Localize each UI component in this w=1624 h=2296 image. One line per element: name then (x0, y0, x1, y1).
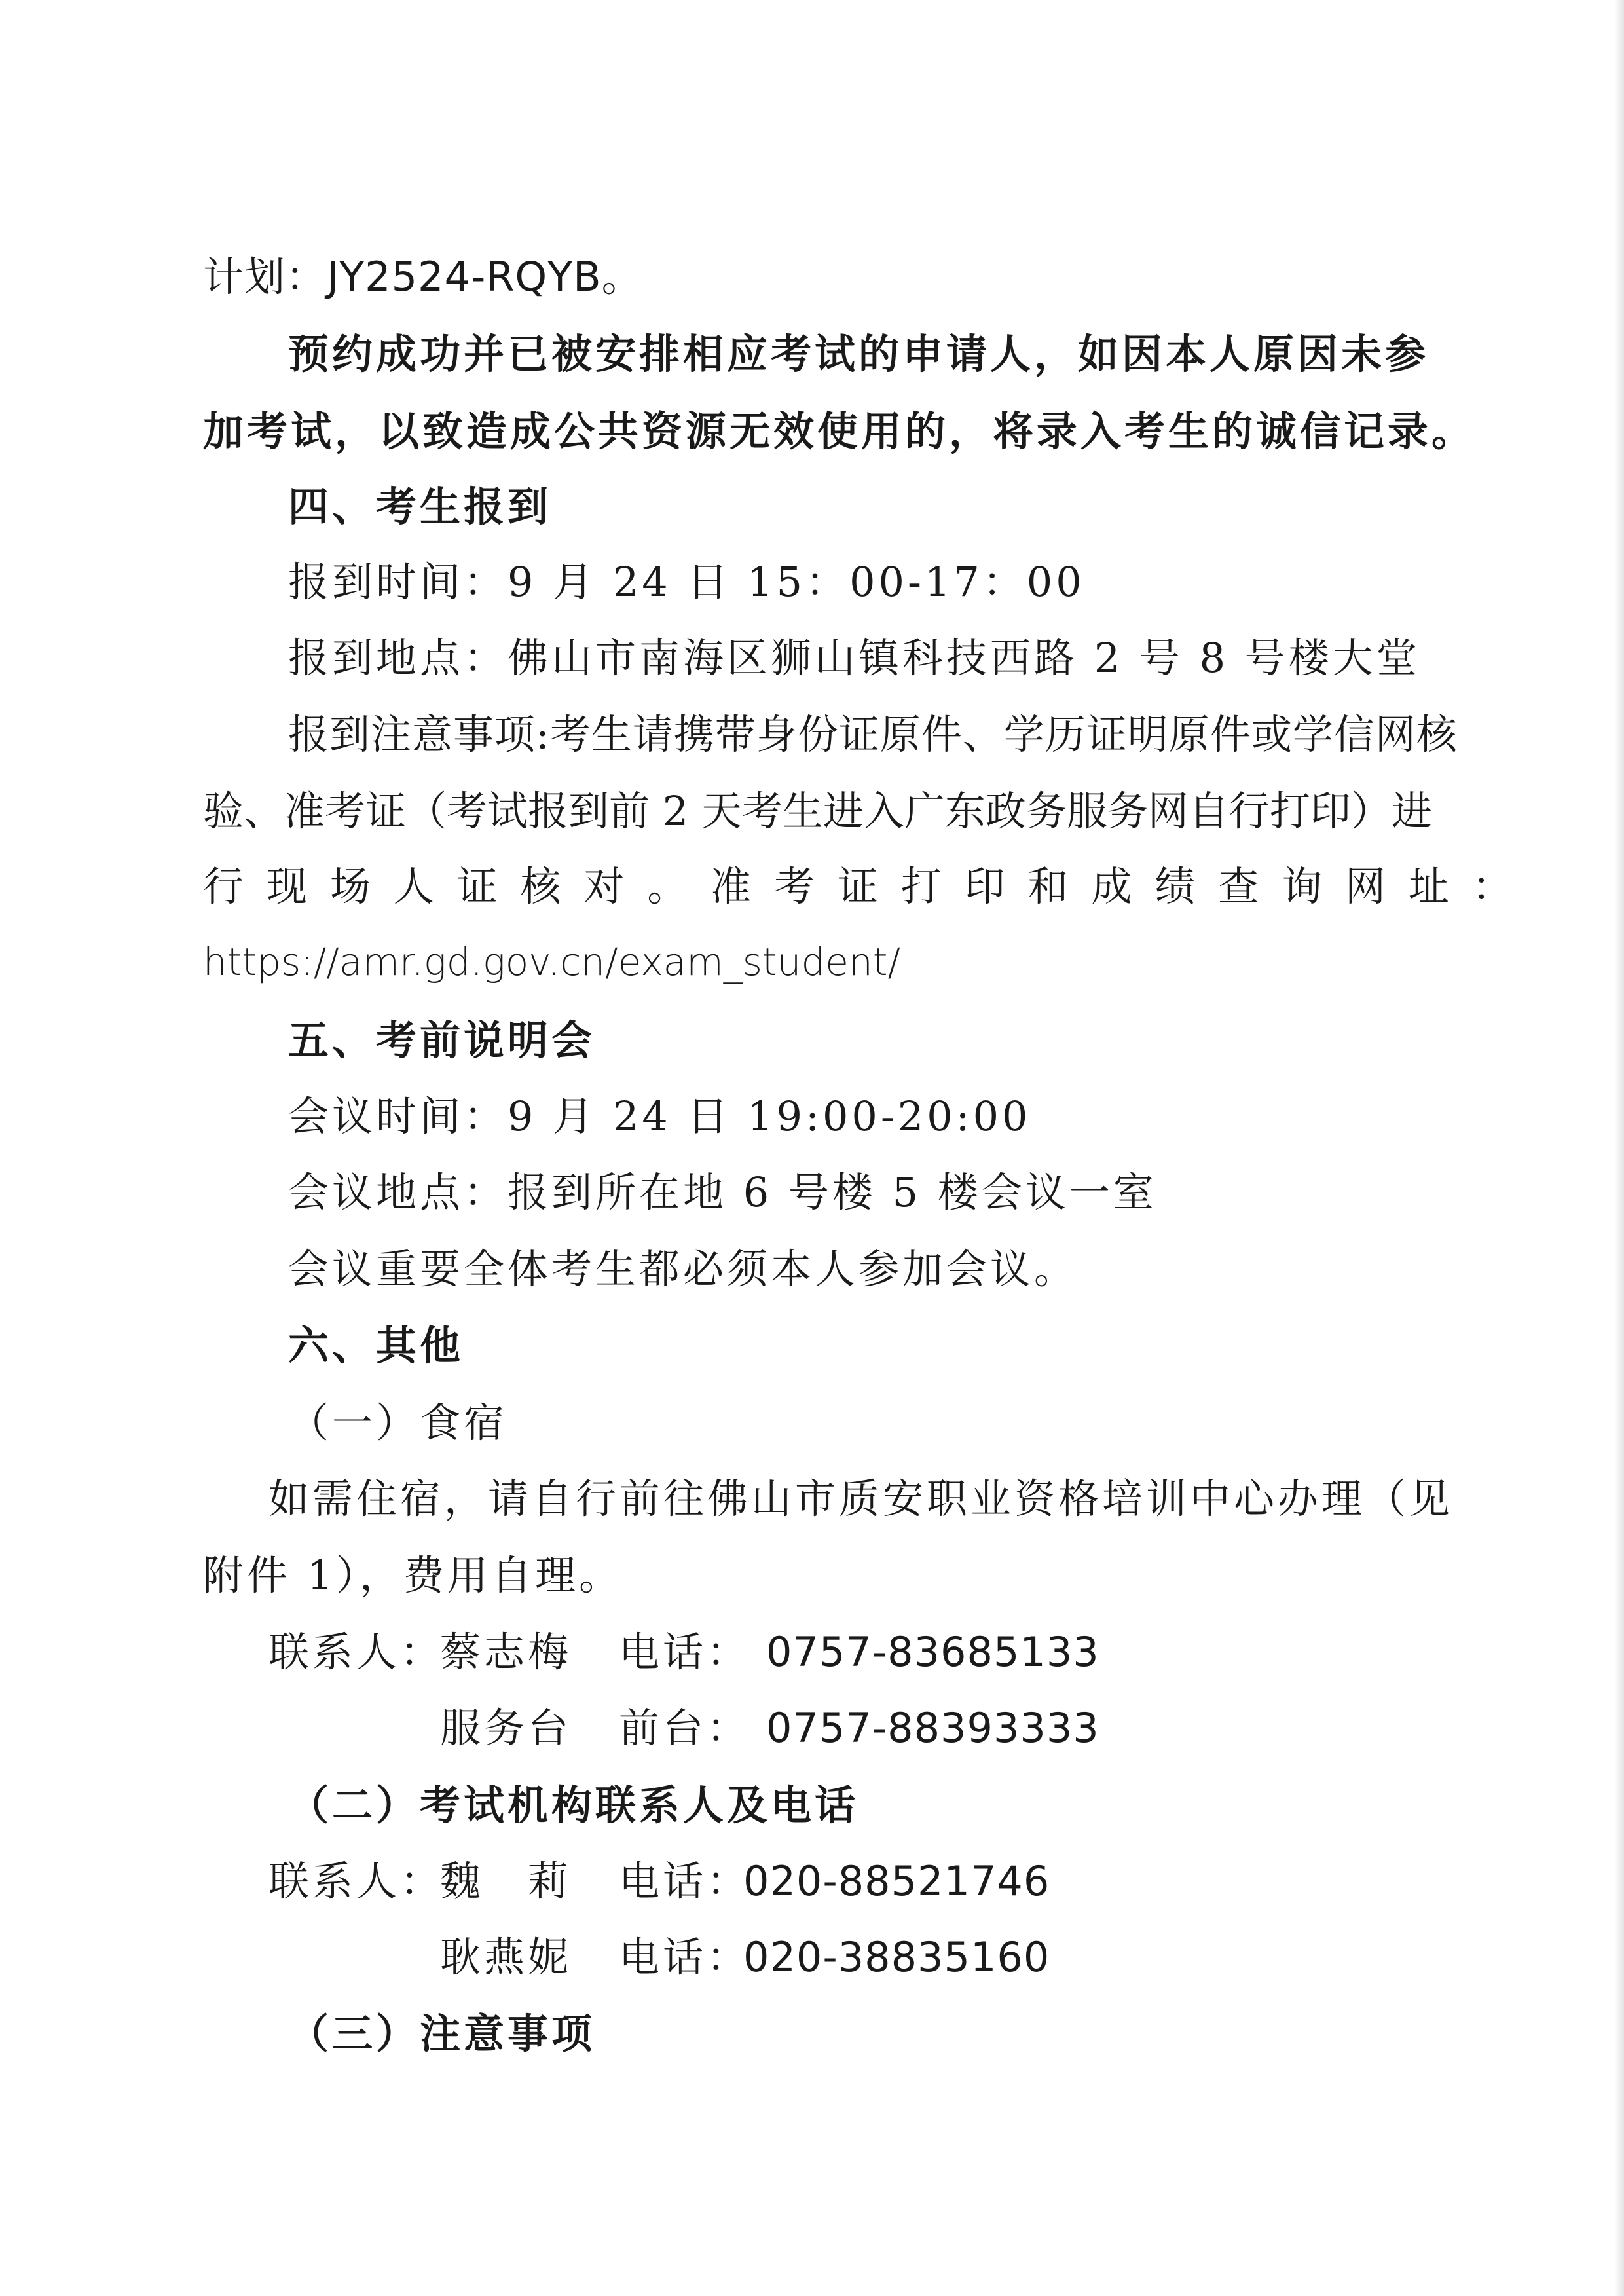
justified-char: 人 (393, 862, 434, 910)
exam-contact-label: 联系人： (268, 1857, 445, 1905)
exam-contact-phone-1: 020-88521746 (743, 1857, 1050, 1905)
justified-char: 考 (774, 862, 815, 910)
justified-char: 证 (837, 862, 878, 910)
justified-char: 核 (520, 862, 561, 910)
justified-char: 和 (1027, 862, 1069, 910)
warning-line-2: 加考试，以致造成公共资源无效使用的，将录入考生的诚信记录。 (203, 407, 1476, 455)
justified-char: 场 (329, 862, 371, 910)
lodging-contact-phone: 0757-83685133 (766, 1628, 1099, 1676)
lodging-contact-phone-label: 电话： (619, 1628, 751, 1676)
lodging-contact-name: 蔡志梅 (440, 1628, 572, 1676)
justified-char: 印 (964, 862, 1005, 910)
exam-contact-phone-label-1: 电话： (619, 1857, 751, 1905)
report-notes-line-2: 验、准考证（考试报到前 2 天考生进入广东政务服务网自行打印）进 (203, 787, 1432, 835)
exam-student-url[interactable]: https://amr.gd.gov.cn/exam_student/ (203, 940, 900, 984)
justified-char: 查 (1218, 862, 1259, 910)
justified-char: 打 (900, 862, 942, 910)
lodging-line-2: 附件 1），费用自理。 (203, 1551, 623, 1599)
justified-char: 绩 (1154, 862, 1196, 910)
lodging-line-1: 如需住宿，请自行前往佛山市质安职业资格培训中心办理（见 (268, 1475, 1454, 1523)
justified-char: 行 (203, 862, 244, 910)
exam-contact-phone-label-2: 电话： (619, 1933, 751, 1981)
lodging-contact-label: 联系人： (268, 1628, 445, 1676)
warning-line-1: 预约成功并已被安排相应考试的申请人，如因本人原因未参 (288, 330, 1430, 378)
justified-char: 网 (1345, 862, 1386, 910)
scan-edge-shadow (1615, 0, 1624, 2296)
exam-contact-phone-2: 020-38835160 (743, 1933, 1050, 1981)
justified-char: 证 (456, 862, 498, 910)
justified-char: 。 (647, 862, 688, 910)
meeting-note-line: 会议重要全体考生都必须本人参加会议。 (288, 1245, 1079, 1293)
lodging-desk-name: 服务台 (440, 1704, 572, 1752)
justified-char: 询 (1282, 862, 1323, 910)
exam-contact-name-2: 耿燕妮 (440, 1933, 572, 1981)
exam-contact-name-1: 魏 莉 (440, 1857, 572, 1905)
justified-char: 现 (266, 862, 307, 910)
justified-char: 对 (583, 862, 625, 910)
meeting-time-line: 会议时间：9 月 24 日 19:00-20:00 (288, 1092, 1031, 1140)
meeting-place-line: 会议地点：报到所在地 6 号楼 5 楼会议一室 (288, 1168, 1157, 1216)
report-notes-line-3 (203, 862, 1513, 910)
plan-code-line: 计划：JY2524-RQYB。 (203, 253, 643, 301)
justified-char: 址 (1408, 862, 1449, 910)
report-notes-line-1: 报到注意事项:考生请携带身份证原件、学历证明原件或学信网核 (288, 711, 1458, 758)
justified-char: 准 (710, 862, 752, 910)
subsection-lodging-heading: （一）食宿 (288, 1399, 508, 1447)
justified-char: ： (1471, 862, 1513, 910)
section-4-heading: 四、考生报到 (288, 483, 552, 530)
subsection-exam-contacts-heading: （二）考试机构联系人及电话 (288, 1781, 859, 1829)
report-time-line: 报到时间：9 月 24 日 15：00-17：00 (288, 558, 1085, 606)
justified-char: 成 (1091, 862, 1132, 910)
section-6-heading: 六、其他 (288, 1322, 464, 1369)
subsection-notes-heading: （三）注意事项 (288, 2010, 596, 2058)
lodging-desk-phone-label: 前台： (619, 1704, 751, 1752)
report-place-line: 报到地点：佛山市南海区狮山镇科技西路 2 号 8 号楼大堂 (288, 634, 1420, 682)
section-5-heading: 五、考前说明会 (288, 1016, 596, 1064)
lodging-desk-phone: 0757-88393333 (766, 1704, 1099, 1752)
